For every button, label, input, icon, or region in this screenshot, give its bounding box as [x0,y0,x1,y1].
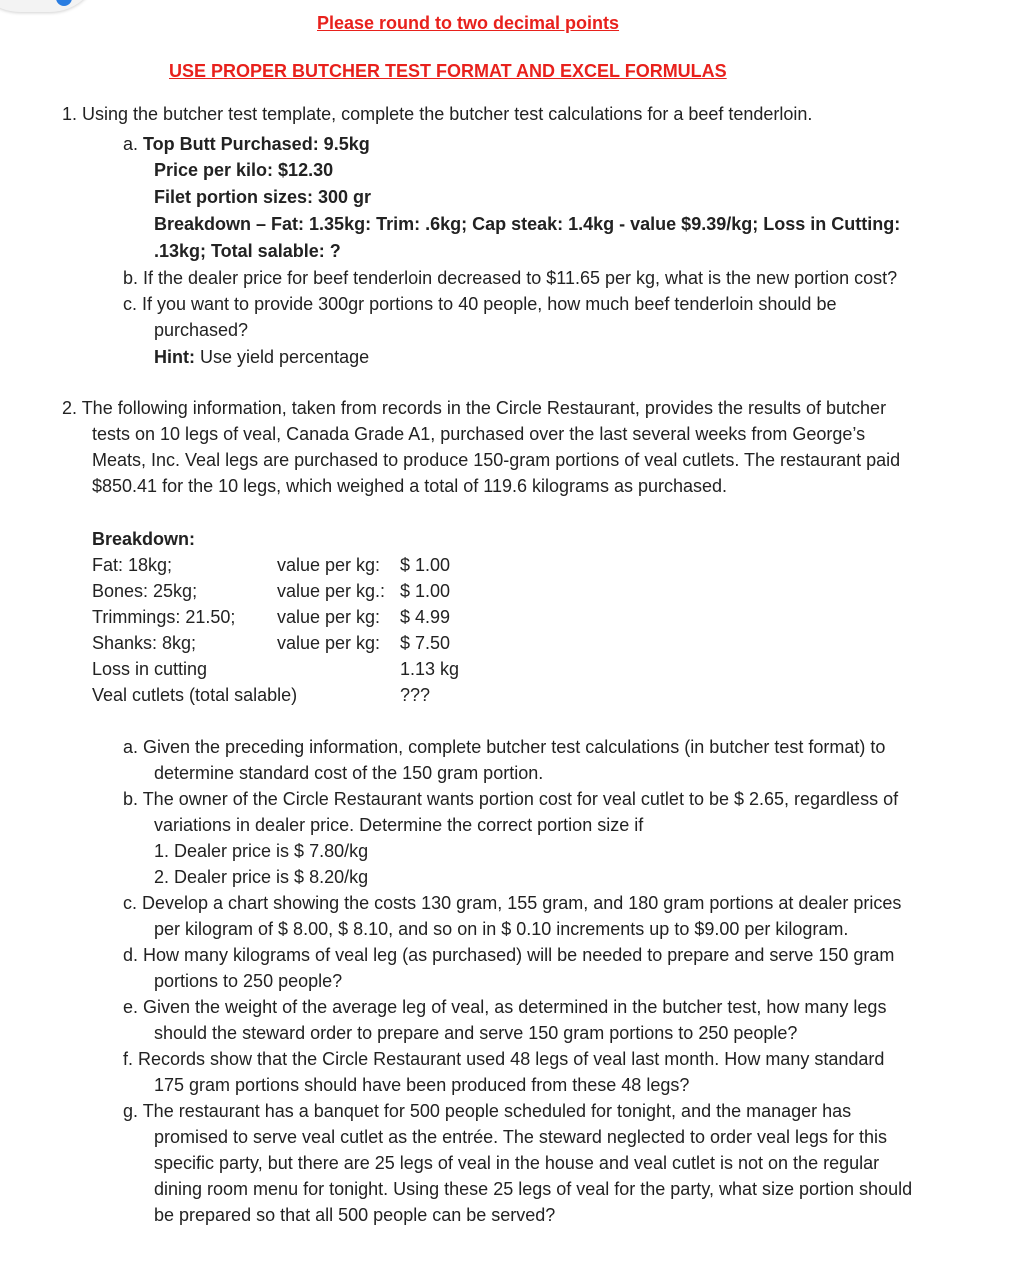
q2f-line1: f. Records show that the Circle Restaurant used 48 legs of veal last month. How many standard [123,1049,885,1069]
breakdown-value: ??? [400,685,431,705]
breakdown-item: Bones: 25kg; [92,581,198,601]
q2a-line1: a. Given the preceding information, complete butcher test calculations (in butcher test format) to [123,737,886,757]
breakdown-label: value per kg.: [277,581,386,601]
q1b: b. If the dealer price for beef tenderloin decreased to $11.65 per kg, what is the new portion cost? [123,268,898,288]
q2c-line1: c. Develop a chart showing the costs 130 gram, 155 gram, and 180 gram portions at dealer prices [123,893,902,913]
q2d-line1: d. How many kilograms of veal leg (as purchased) will be needed to prepare and serve 150 gram [123,945,895,965]
breakdown-item: Trimmings: 21.50; [92,607,236,627]
breakdown-value: $ 1.00 [400,581,451,601]
breakdown-item: Loss in cutting [92,659,208,679]
q2f-line2: 175 gram portions should have been produced from these 48 legs? [154,1075,690,1095]
q2e-line2: should the steward order to prepare and serve 150 gram portions to 250 people? [154,1023,798,1043]
breakdown-item: Shanks: 8kg; [92,633,197,653]
q1a-line1 [123,133,370,155]
q2e-line1: e. Given the weight of the average leg of veal, as determined in the butcher test, how many legs [123,997,887,1017]
q1a-line2: Price per kilo: $12.30 [154,160,334,180]
breakdown-value: $ 4.99 [400,607,451,627]
q1-hint [154,346,369,368]
q1a-line5: .13kg; Total salable: ? [154,241,341,261]
breakdown-label: value per kg: [277,555,381,575]
q2g-line2: promised to serve veal cutlet as the entrée. The steward neglected to order veal legs for this [154,1127,888,1147]
q1c-line2: purchased? [154,320,249,340]
q1a-text: Top Butt Purchased: 9.5kg [143,134,370,154]
corner-tab [0,0,100,12]
format-instruction: USE PROPER BUTCHER TEST FORMAT AND EXCEL FORMULAS [169,61,727,81]
q1c-line1: c. If you want to provide 300gr portions to 40 people, how much beef tenderloin should be [123,294,837,314]
breakdown-title: Breakdown: [92,529,196,549]
q2-intro-line4: $850.41 for the 10 legs, which weighed a total of 119.6 kilograms as purchased. [92,476,728,496]
q1-intro: 1. Using the butcher test template, complete the butcher test calculations for a beef tenderloin. [62,104,813,124]
q2c-line2: per kilogram of $ 8.00, $ 8.10, and so on in $ 0.10 increments up to $9.00 per kilogram. [154,919,849,939]
q2b-line2: variations in dealer price. Determine the correct portion size if [154,815,644,835]
q2g-line3: specific party, but there are 25 legs of veal in the house and veal cutlet is not on the regular [154,1153,880,1173]
hint-text: Use yield percentage [200,347,370,367]
q2g-line5: be prepared so that all 500 people can be served? [154,1205,556,1225]
round-instruction: Please round to two decimal points [317,13,620,33]
q1a-line4: Breakdown – Fat: 1.35kg: Trim: .6kg; Cap steak: 1.4kg - value $9.39/kg; Loss in Cutting: [154,214,901,234]
hint-label: Hint: [154,347,195,367]
q2d-line2: portions to 250 people? [154,971,343,991]
q2-intro-line2: tests on 10 legs of veal, Canada Grade A1, purchased over the last several weeks from George’s [92,424,866,444]
q2b-line1: b. The owner of the Circle Restaurant wants portion cost for veal cutlet to be $ 2.65, regardless of [123,789,899,809]
q2-intro-line3: Meats, Inc. Veal legs are purchased to produce 150-gram portions of veal cutlets. The restaurant paid [92,450,901,470]
breakdown-label: value per kg: [277,633,381,653]
q2b-sub2: 2. Dealer price is $ 8.20/kg [154,867,369,887]
breakdown-value: $ 1.00 [400,555,451,575]
q1a-line3: Filet portion sizes: 300 gr [154,187,372,207]
breakdown-value: 1.13 kg [400,659,460,679]
q2g-line1: g. The restaurant has a banquet for 500 people scheduled for tonight, and the manager has [123,1101,852,1121]
q2b-sub1: 1. Dealer price is $ 7.80/kg [154,841,369,861]
corner-icon [56,0,72,6]
q1a-prefix: a. [123,134,144,154]
q2a-line2: determine standard cost of the 150 gram portion. [154,763,544,783]
q2g-line4: dining room menu for tonight. Using these 25 legs of veal for the party, what size portion should [154,1179,913,1199]
breakdown-item: Veal cutlets (total salable) [92,685,298,705]
breakdown-label: value per kg: [277,607,381,627]
breakdown-value: $ 7.50 [400,633,451,653]
breakdown-item: Fat: 18kg; [92,555,173,575]
q2-intro-line1: 2. The following information, taken from records in the Circle Restaurant, provides the results of butcher [62,398,887,418]
